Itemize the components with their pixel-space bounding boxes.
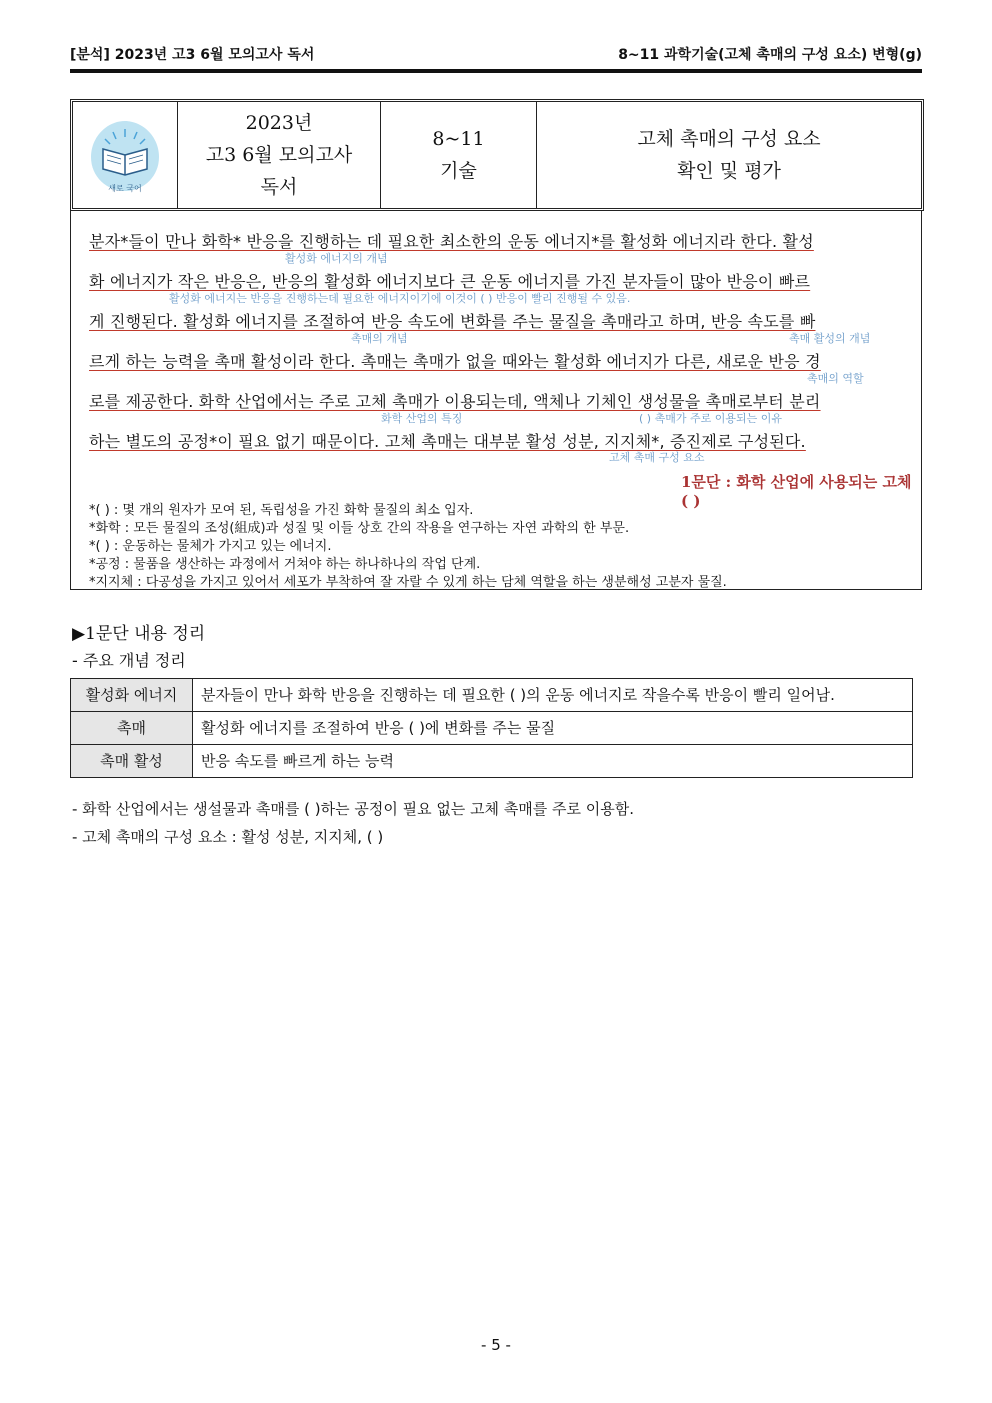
passage-line: 화 에너지가 작은 반응은, 반응의 활성화 에너지보다 큰 운동 에너지를 가진 분자들이 많아 반응이 빠르 (89, 272, 811, 291)
passage-line: 로를 제공한다. 화학 산업에서는 주로 고체 촉매가 이용되는데, 액체나 기체인 생성물을 촉매로부터 분리 (89, 392, 821, 411)
question-category: 기술 (440, 160, 477, 182)
passage-line: 분자*들이 만나 화학* 반응을 진행하는 데 필요한 최소한의 운동 에너지*를 활성화 에너지라 한다. 활성 (89, 232, 814, 251)
exam-subject: 독서 (260, 176, 298, 198)
annotation: 활성화 에너지는 반응을 진행하는데 필요한 에너지이기에 이것이 ( ) 반응이 빨리 진행될 수 있음. (169, 292, 631, 305)
paragraph-summary: 1문단 : 화학 산업에 사용되는 고체 ( ) (681, 473, 912, 510)
footnote: *지지체 : 다공성을 가지고 있어서 세포가 부착하여 잘 자랄 수 있게 하는 담체 역할을 하는 생분해성 고분자 물질. (89, 575, 727, 590)
title-box (70, 99, 924, 211)
table-desc: 활성화 에너지를 조절하여 반응 ( )에 변화를 주는 물질 (193, 712, 913, 745)
page-header (70, 44, 922, 66)
footnote: *화학 : 모든 물질의 조성(組成)과 성질 및 이들 상호 간의 작용을 연구하는 자연 과학의 한 부문. (89, 521, 630, 536)
header-left: [분석] 2023년 고3 6월 모의고사 독서 (70, 47, 315, 63)
book-logo-icon (85, 115, 165, 195)
footnote: *( ) : 운동하는 물체가 가지고 있는 에너지. (89, 539, 332, 554)
topic-title: 고체 촉매의 구성 요소 (637, 128, 821, 150)
bullet-item: - 고체 촉매의 구성 요소 : 활성 성분, 지지체, ( ) (72, 828, 384, 846)
question-range: 8~11 (432, 128, 485, 150)
header-right: 8~11 과학기술(고체 촉매의 구성 요소) 변형(g) (618, 47, 922, 63)
logo-cell (73, 102, 178, 208)
exam-info (178, 102, 381, 208)
annotation: 고체 촉매 구성 요소 (609, 451, 705, 464)
annotation: ( ) 촉매가 주로 이용되는 이유 (639, 412, 782, 425)
section-subtitle: - 주요 개념 정리 (72, 651, 186, 670)
exam-name: 고3 6월 모의고사 (205, 144, 353, 166)
logo-text: 새로 국어 (108, 184, 142, 193)
bullet-item: - 화학 산업에서는 생설물과 촉매를 ( )하는 공정이 필요 없는 고체 촉매를 주로 이용함. (72, 800, 635, 818)
annotation: 화학 산업의 특징 (381, 412, 463, 425)
annotation: 촉매의 개념 (351, 332, 408, 345)
table-term: 촉매 활성 (71, 745, 193, 778)
annotation: 활성화 에너지의 개념 (285, 252, 388, 265)
table-row (71, 712, 913, 745)
table-desc: 반응 속도를 빠르게 하는 능력 (193, 745, 913, 778)
exam-year: 2023년 (245, 112, 313, 134)
page-number: - 5 - (481, 1336, 511, 1354)
annotation: 촉매 활성의 개념 (789, 332, 871, 345)
table-desc: 분자들이 만나 화학 반응을 진행하는 데 필요한 ( )의 운동 에너지로 작을수록 반응이 빨리 일어남. (193, 679, 913, 712)
annotation: 촉매의 역할 (807, 372, 864, 385)
topic-subtitle: 확인 및 평가 (677, 160, 781, 182)
section-title: ▶1문단 내용 정리 (72, 624, 206, 644)
passage-line: 하는 별도의 공정*이 필요 없기 때문이다. 고체 촉매는 대부분 활성 성분, 지지체*, 증진제로 구성된다. (89, 432, 806, 451)
concept-table (70, 678, 913, 778)
footnote: *( ) : 몇 개의 원자가 모여 된, 독립성을 가진 화학 물질의 최소 입자. (89, 503, 474, 518)
passage-box (70, 210, 922, 590)
table-row (71, 679, 913, 712)
question-info (381, 102, 537, 208)
footnote: *공정 : 물품을 생산하는 과정에서 거쳐야 하는 하나하나의 작업 단계. (89, 557, 481, 572)
table-row (71, 745, 913, 778)
passage-line: 르게 하는 능력을 촉매 활성이라 한다. 촉매는 촉매가 없을 때와는 활성화 에너지가 다른, 새로운 반응 경 (89, 352, 821, 371)
table-term: 활성화 에너지 (71, 679, 193, 712)
header-rule (70, 69, 922, 73)
passage-line: 게 진행된다. 활성화 에너지를 조절하여 반응 속도에 변화를 주는 물질을 촉매라고 하며, 반응 속도를 빠 (89, 312, 816, 331)
topic-info (537, 102, 921, 208)
table-term: 촉매 (71, 712, 193, 745)
